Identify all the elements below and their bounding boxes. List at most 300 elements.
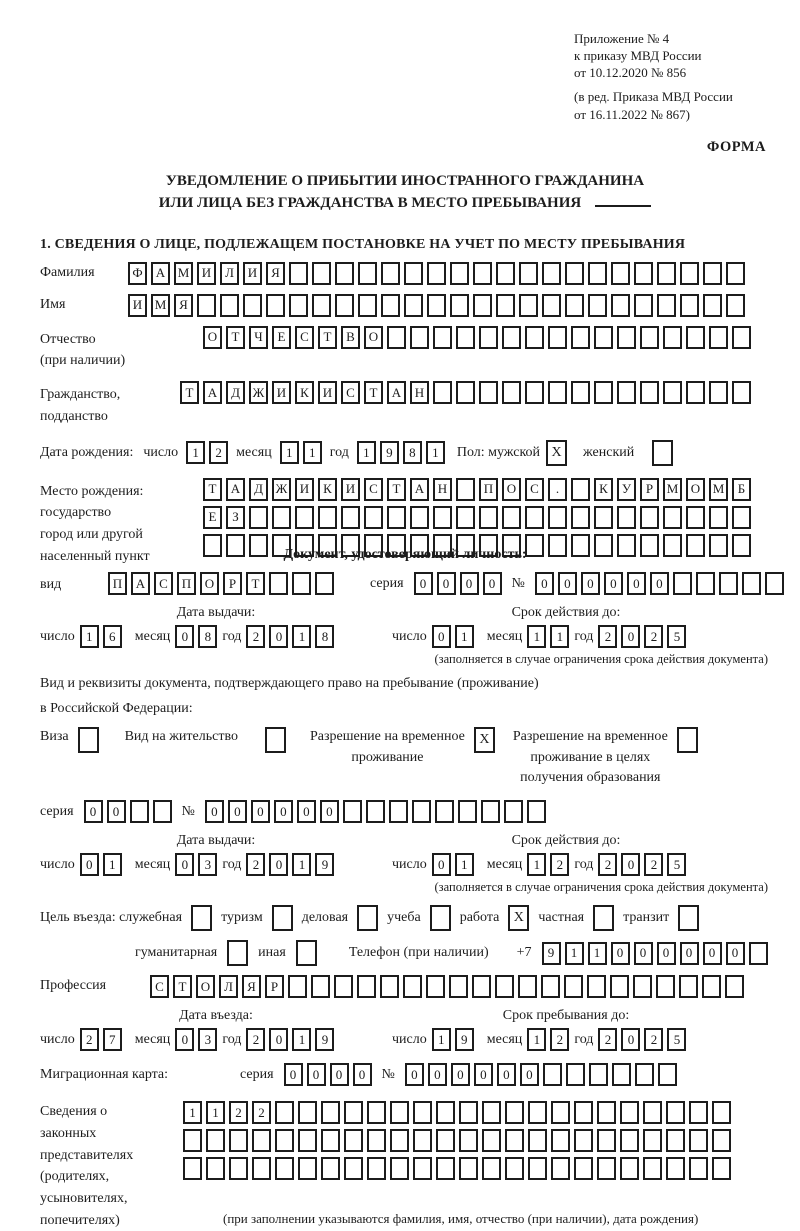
char-cell[interactable]: 0 [432,625,451,648]
char-cell[interactable] [525,381,544,404]
char-cell[interactable] [311,975,330,998]
char-cell[interactable]: 1 [565,942,584,965]
purpose-private-checkbox[interactable] [593,905,614,931]
char-cell[interactable]: С [525,478,544,501]
char-cell[interactable]: 0 [269,853,288,876]
char-cell[interactable] [435,800,454,823]
char-cell[interactable] [357,975,376,998]
char-cell[interactable] [390,1157,409,1180]
char-cell[interactable] [589,1063,608,1086]
char-cell[interactable] [298,1101,317,1124]
char-cell[interactable] [686,381,705,404]
char-cell[interactable] [358,294,377,317]
char-cell[interactable]: 2 [246,625,265,648]
char-cell[interactable]: 5 [667,853,686,876]
char-cell[interactable] [403,975,422,998]
char-cell[interactable]: 1 [303,441,322,464]
char-cell[interactable] [436,1129,455,1152]
char-cell[interactable] [367,1129,386,1152]
char-cell[interactable] [335,262,354,285]
char-cell[interactable] [344,1129,363,1152]
char-cell[interactable] [197,294,216,317]
char-cell[interactable] [680,294,699,317]
char-cell[interactable] [564,975,583,998]
char-cell[interactable]: 0 [650,572,669,595]
char-cell[interactable] [404,294,423,317]
char-cell[interactable] [344,1157,363,1180]
char-cell[interactable] [456,326,475,349]
char-cell[interactable]: 2 [644,853,663,876]
char-cell[interactable] [574,1101,593,1124]
residence-permit-checkbox[interactable] [265,727,286,753]
char-cell[interactable]: М [663,478,682,501]
char-cell[interactable]: 0 [611,942,630,965]
char-cell[interactable]: 0 [703,942,722,965]
char-cell[interactable]: 2 [598,1028,617,1051]
char-cell[interactable]: Р [265,975,284,998]
char-cell[interactable] [249,534,268,557]
char-cell[interactable]: Я [174,294,193,317]
char-cell[interactable]: 0 [474,1063,493,1086]
char-cell[interactable]: Т [318,326,337,349]
char-cell[interactable]: 0 [228,800,247,823]
char-cell[interactable]: 1 [183,1101,202,1124]
char-cell[interactable]: 0 [205,800,224,823]
char-cell[interactable] [315,572,334,595]
char-cell[interactable] [657,262,676,285]
char-cell[interactable]: Я [266,262,285,285]
char-cell[interactable]: 1 [550,625,569,648]
char-cell[interactable] [436,1101,455,1124]
char-cell[interactable] [505,1157,524,1180]
char-cell[interactable]: 8 [315,625,334,648]
char-cell[interactable] [656,975,675,998]
char-cell[interactable]: 2 [598,853,617,876]
char-cell[interactable]: С [341,381,360,404]
char-cell[interactable] [574,1157,593,1180]
temp-residence-edu-checkbox[interactable] [677,727,698,753]
char-cell[interactable]: И [128,294,147,317]
char-cell[interactable]: 1 [527,1028,546,1051]
char-cell[interactable] [459,1129,478,1152]
char-cell[interactable]: Я [242,975,261,998]
char-cell[interactable]: Ч [249,326,268,349]
purpose-other-checkbox[interactable] [296,940,317,966]
char-cell[interactable] [413,1129,432,1152]
char-cell[interactable] [594,534,613,557]
char-cell[interactable] [318,506,337,529]
char-cell[interactable] [344,1101,363,1124]
char-cell[interactable] [481,800,500,823]
char-cell[interactable]: 0 [558,572,577,595]
char-cell[interactable] [666,1157,685,1180]
char-cell[interactable]: 0 [535,572,554,595]
char-cell[interactable] [381,262,400,285]
char-cell[interactable] [390,1129,409,1152]
char-cell[interactable] [229,1157,248,1180]
char-cell[interactable]: 0 [621,853,640,876]
char-cell[interactable] [679,975,698,998]
char-cell[interactable] [456,478,475,501]
char-cell[interactable]: 0 [320,800,339,823]
char-cell[interactable] [482,1101,501,1124]
char-cell[interactable]: 1 [292,625,311,648]
char-cell[interactable] [289,262,308,285]
char-cell[interactable] [321,1101,340,1124]
char-cell[interactable] [528,1157,547,1180]
char-cell[interactable] [712,1129,731,1152]
char-cell[interactable]: 0 [520,1063,539,1086]
char-cell[interactable] [450,262,469,285]
char-cell[interactable] [640,381,659,404]
char-cell[interactable] [436,1157,455,1180]
char-cell[interactable] [312,294,331,317]
char-cell[interactable] [686,506,705,529]
char-cell[interactable]: 0 [284,1063,303,1086]
char-cell[interactable]: 2 [246,1028,265,1051]
char-cell[interactable]: Т [226,326,245,349]
char-cell[interactable] [765,572,784,595]
char-cell[interactable] [551,1101,570,1124]
char-cell[interactable] [504,800,523,823]
char-cell[interactable] [732,506,751,529]
char-cell[interactable] [528,1129,547,1152]
char-cell[interactable] [565,262,584,285]
char-cell[interactable] [153,800,172,823]
char-cell[interactable] [275,1101,294,1124]
char-cell[interactable] [479,326,498,349]
char-cell[interactable] [663,506,682,529]
char-cell[interactable]: 2 [209,441,228,464]
char-cell[interactable] [709,326,728,349]
char-cell[interactable] [571,506,590,529]
char-cell[interactable]: 1 [432,1028,451,1051]
char-cell[interactable]: 9 [315,1028,334,1051]
char-cell[interactable]: 1 [292,853,311,876]
char-cell[interactable]: И [295,478,314,501]
char-cell[interactable] [643,1101,662,1124]
char-cell[interactable]: Т [246,572,265,595]
char-cell[interactable]: 0 [84,800,103,823]
char-cell[interactable]: К [295,381,314,404]
char-cell[interactable]: 0 [497,1063,516,1086]
char-cell[interactable] [358,262,377,285]
char-cell[interactable] [696,572,715,595]
char-cell[interactable] [390,1101,409,1124]
char-cell[interactable]: 2 [229,1101,248,1124]
char-cell[interactable] [459,1101,478,1124]
char-cell[interactable]: 1 [455,853,474,876]
char-cell[interactable]: О [196,975,215,998]
char-cell[interactable]: 6 [103,625,122,648]
char-cell[interactable] [525,326,544,349]
char-cell[interactable] [709,506,728,529]
char-cell[interactable] [367,1101,386,1124]
char-cell[interactable]: 0 [353,1063,372,1086]
char-cell[interactable] [712,1101,731,1124]
char-cell[interactable]: 0 [269,625,288,648]
char-cell[interactable] [479,381,498,404]
char-cell[interactable] [566,1063,585,1086]
char-cell[interactable] [364,506,383,529]
char-cell[interactable]: 0 [634,942,653,965]
char-cell[interactable]: 0 [627,572,646,595]
char-cell[interactable] [634,262,653,285]
char-cell[interactable]: 2 [246,853,265,876]
char-cell[interactable] [663,534,682,557]
char-cell[interactable]: С [154,572,173,595]
char-cell[interactable]: А [226,478,245,501]
char-cell[interactable] [617,381,636,404]
char-cell[interactable] [588,262,607,285]
char-cell[interactable] [288,975,307,998]
char-cell[interactable] [527,800,546,823]
char-cell[interactable] [525,506,544,529]
char-cell[interactable] [594,506,613,529]
char-cell[interactable] [689,1101,708,1124]
char-cell[interactable]: 1 [527,853,546,876]
char-cell[interactable] [571,326,590,349]
char-cell[interactable]: П [177,572,196,595]
char-cell[interactable] [565,294,584,317]
char-cell[interactable]: 0 [581,572,600,595]
char-cell[interactable] [312,262,331,285]
char-cell[interactable] [366,800,385,823]
char-cell[interactable]: 1 [280,441,299,464]
char-cell[interactable] [640,534,659,557]
char-cell[interactable]: О [502,478,521,501]
char-cell[interactable] [502,381,521,404]
char-cell[interactable] [220,294,239,317]
char-cell[interactable]: 0 [621,1028,640,1051]
char-cell[interactable] [551,1157,570,1180]
char-cell[interactable] [543,1063,562,1086]
char-cell[interactable]: Л [220,262,239,285]
char-cell[interactable]: 0 [604,572,623,595]
char-cell[interactable]: А [410,478,429,501]
char-cell[interactable]: 8 [403,441,422,464]
char-cell[interactable]: 0 [437,572,456,595]
char-cell[interactable]: Н [433,478,452,501]
char-cell[interactable] [732,326,751,349]
char-cell[interactable]: 0 [251,800,270,823]
char-cell[interactable]: 0 [432,853,451,876]
char-cell[interactable] [518,975,537,998]
char-cell[interactable] [458,800,477,823]
char-cell[interactable]: 1 [527,625,546,648]
char-cell[interactable] [505,1101,524,1124]
char-cell[interactable] [726,294,745,317]
char-cell[interactable]: М [151,294,170,317]
char-cell[interactable] [206,1157,225,1180]
char-cell[interactable]: 0 [297,800,316,823]
char-cell[interactable]: 1 [206,1101,225,1124]
char-cell[interactable] [597,1129,616,1152]
char-cell[interactable]: О [203,326,222,349]
char-cell[interactable]: Л [219,975,238,998]
char-cell[interactable]: Т [364,381,383,404]
char-cell[interactable]: П [108,572,127,595]
char-cell[interactable] [433,381,452,404]
char-cell[interactable] [502,326,521,349]
char-cell[interactable] [673,572,692,595]
char-cell[interactable] [496,262,515,285]
char-cell[interactable]: 1 [357,441,376,464]
char-cell[interactable] [633,975,652,998]
temp-residence-checkbox[interactable]: X [474,727,495,753]
char-cell[interactable]: 9 [542,942,561,965]
char-cell[interactable] [548,534,567,557]
char-cell[interactable] [620,1101,639,1124]
char-cell[interactable] [292,572,311,595]
char-cell[interactable] [387,506,406,529]
char-cell[interactable]: А [387,381,406,404]
char-cell[interactable]: 1 [80,625,99,648]
char-cell[interactable] [663,381,682,404]
char-cell[interactable]: 2 [644,625,663,648]
char-cell[interactable] [519,262,538,285]
char-cell[interactable]: А [151,262,170,285]
char-cell[interactable] [243,294,262,317]
char-cell[interactable]: 9 [380,441,399,464]
char-cell[interactable]: 0 [80,853,99,876]
char-cell[interactable] [456,381,475,404]
char-cell[interactable]: С [150,975,169,998]
char-cell[interactable] [703,294,722,317]
char-cell[interactable] [449,975,468,998]
char-cell[interactable] [640,326,659,349]
char-cell[interactable]: 0 [657,942,676,965]
char-cell[interactable]: . [548,478,567,501]
char-cell[interactable]: И [272,381,291,404]
char-cell[interactable] [495,975,514,998]
char-cell[interactable] [433,506,452,529]
char-cell[interactable] [640,506,659,529]
male-checkbox[interactable]: X [546,440,567,466]
char-cell[interactable] [341,506,360,529]
char-cell[interactable]: 0 [726,942,745,965]
char-cell[interactable]: 8 [198,625,217,648]
char-cell[interactable]: 2 [252,1101,271,1124]
char-cell[interactable]: 3 [198,1028,217,1051]
char-cell[interactable] [634,294,653,317]
char-cell[interactable]: П [479,478,498,501]
char-cell[interactable] [571,534,590,557]
char-cell[interactable] [548,326,567,349]
char-cell[interactable] [611,262,630,285]
char-cell[interactable] [412,800,431,823]
char-cell[interactable] [574,1129,593,1152]
char-cell[interactable]: Ф [128,262,147,285]
char-cell[interactable] [542,294,561,317]
char-cell[interactable] [643,1157,662,1180]
char-cell[interactable]: 0 [269,1028,288,1051]
char-cell[interactable] [666,1101,685,1124]
char-cell[interactable] [496,294,515,317]
char-cell[interactable]: Т [180,381,199,404]
char-cell[interactable] [742,572,761,595]
char-cell[interactable]: 0 [483,572,502,595]
char-cell[interactable] [206,1129,225,1152]
char-cell[interactable] [410,506,429,529]
char-cell[interactable]: 0 [460,572,479,595]
char-cell[interactable] [643,1129,662,1152]
char-cell[interactable] [459,1157,478,1180]
char-cell[interactable]: 2 [644,1028,663,1051]
char-cell[interactable] [413,1101,432,1124]
char-cell[interactable] [663,326,682,349]
char-cell[interactable]: И [318,381,337,404]
char-cell[interactable] [620,1157,639,1180]
char-cell[interactable]: З [226,506,245,529]
char-cell[interactable] [413,1157,432,1180]
char-cell[interactable]: 1 [455,625,474,648]
char-cell[interactable] [404,262,423,285]
char-cell[interactable]: 2 [598,625,617,648]
char-cell[interactable] [686,326,705,349]
char-cell[interactable]: 0 [428,1063,447,1086]
char-cell[interactable] [252,1129,271,1152]
char-cell[interactable]: А [131,572,150,595]
char-cell[interactable]: С [295,326,314,349]
char-cell[interactable] [525,534,544,557]
char-cell[interactable] [612,1063,631,1086]
visa-checkbox[interactable] [78,727,99,753]
char-cell[interactable]: 0 [621,625,640,648]
char-cell[interactable] [689,1157,708,1180]
char-cell[interactable] [620,1129,639,1152]
char-cell[interactable] [725,975,744,998]
char-cell[interactable]: 1 [103,853,122,876]
char-cell[interactable]: 0 [680,942,699,965]
char-cell[interactable] [571,381,590,404]
char-cell[interactable] [542,262,561,285]
char-cell[interactable] [130,800,149,823]
char-cell[interactable] [611,294,630,317]
char-cell[interactable]: 0 [451,1063,470,1086]
char-cell[interactable] [597,1157,616,1180]
char-cell[interactable] [666,1129,685,1152]
char-cell[interactable] [610,975,629,998]
char-cell[interactable] [335,294,354,317]
char-cell[interactable] [505,1129,524,1152]
char-cell[interactable] [541,975,560,998]
char-cell[interactable]: 1 [426,441,445,464]
char-cell[interactable] [321,1157,340,1180]
char-cell[interactable] [479,506,498,529]
char-cell[interactable]: 5 [667,1028,686,1051]
char-cell[interactable] [594,326,613,349]
char-cell[interactable]: 3 [198,853,217,876]
char-cell[interactable] [548,506,567,529]
char-cell[interactable] [594,381,613,404]
char-cell[interactable] [275,1157,294,1180]
char-cell[interactable] [482,1129,501,1152]
char-cell[interactable] [295,506,314,529]
char-cell[interactable] [289,294,308,317]
char-cell[interactable]: 5 [667,625,686,648]
char-cell[interactable] [389,800,408,823]
char-cell[interactable]: 0 [175,853,194,876]
char-cell[interactable]: К [318,478,337,501]
char-cell[interactable] [269,572,288,595]
char-cell[interactable]: 1 [292,1028,311,1051]
char-cell[interactable] [229,1129,248,1152]
char-cell[interactable] [473,294,492,317]
char-cell[interactable]: Д [249,478,268,501]
char-cell[interactable] [410,326,429,349]
char-cell[interactable]: 0 [175,625,194,648]
